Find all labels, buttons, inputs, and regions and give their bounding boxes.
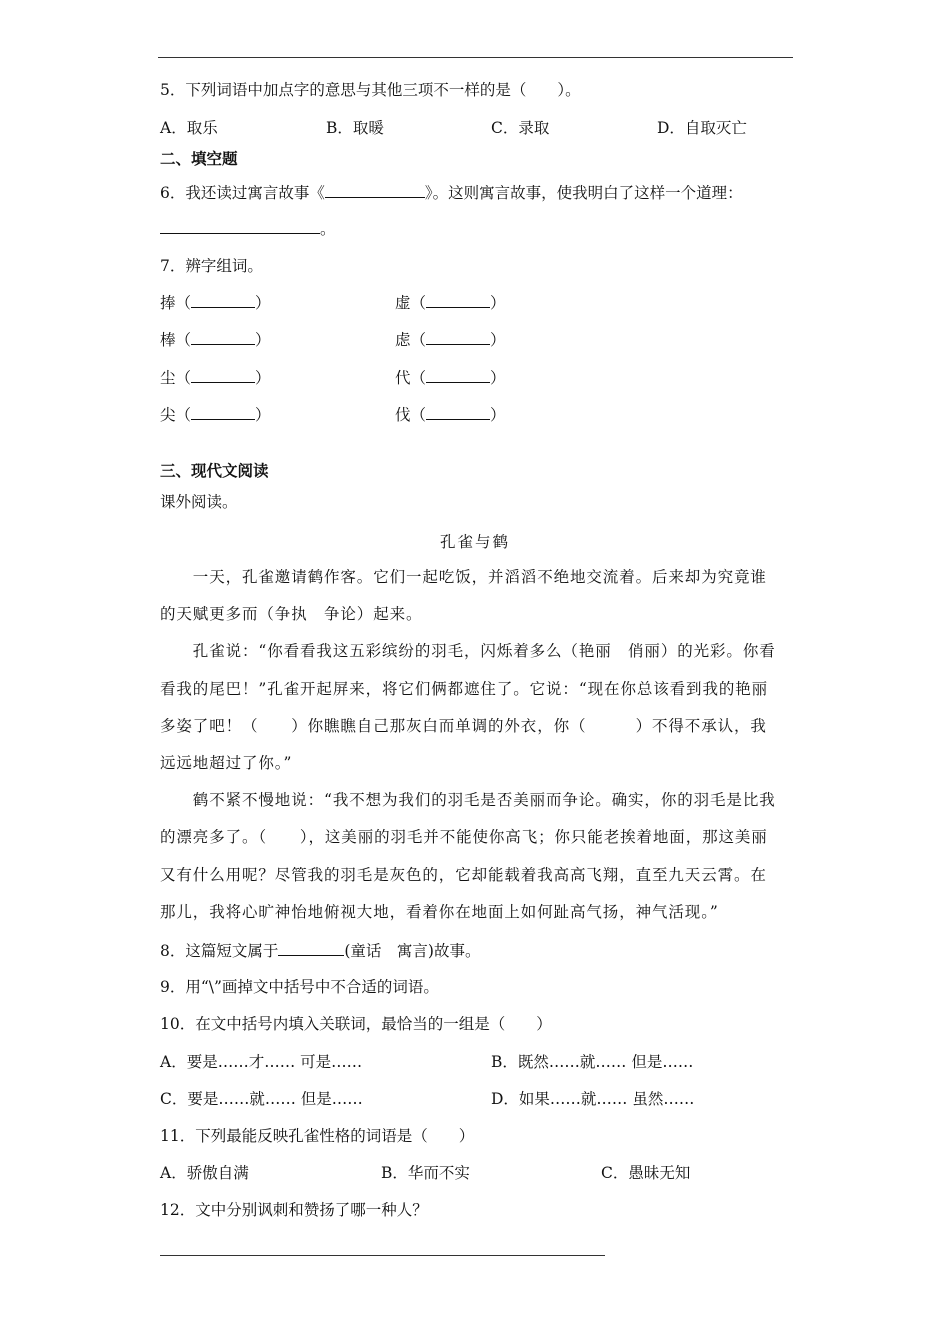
q8-suffix: (童话 寓言)故事。 (344, 942, 481, 960)
q6-prefix: 6．我还读过寓言故事《 (160, 184, 325, 202)
q11-stem: 11．下列最能反映孔雀性格的词语是（ ） (160, 1127, 475, 1145)
q11-option-a: A．骄傲自满 (160, 1164, 249, 1182)
section-3-title: 三、现代文阅读 (160, 462, 269, 480)
q7-blank[interactable] (191, 292, 255, 308)
q7-char: 伐 (395, 406, 411, 424)
q9-stem: 9．用“\”画掉文中括号中不合适的词语。 (160, 978, 439, 996)
q7-item: 代（ ） (395, 369, 506, 387)
story-line: 看我的尾巴！”孔雀开起屏来，将它们俩都遮住了。它说：“现在你总该看到我的艳丽 (160, 680, 769, 698)
q12-answer-line[interactable] (160, 1255, 605, 1256)
q12-stem: 12．文中分别讽刺和赞扬了哪一种人？ (160, 1201, 428, 1219)
section-3-subtitle: 课外阅读。 (160, 493, 238, 511)
story-line: 孔雀说：“你看看我这五彩缤纷的羽毛，闪烁着多么（艳丽 俏丽）的光彩。你看 (160, 642, 776, 660)
story-line: 那儿，我将心旷神怡地俯视大地，看着你在地面上如何趾高气扬，神气活现。” (160, 903, 719, 921)
q8-line (160, 940, 480, 961)
q5-stem: 5．下列词语中加点字的意思与其他三项不一样的是（ ）。 (160, 81, 581, 99)
q7-char: 尖 (160, 406, 176, 424)
q7-item: 捧（ ） (160, 294, 271, 312)
q7-item: 尘（ ） (160, 369, 271, 387)
story-line: 的漂亮多了。（ ），这美丽的羽毛并不能使你高飞；你只能老挨着地面，那这美丽 (160, 828, 768, 846)
q7-blank[interactable] (426, 329, 490, 345)
q7-item: 尖（ ） (160, 406, 271, 424)
q7-blank[interactable] (426, 292, 490, 308)
q7-item: 伐（ ） (395, 406, 506, 424)
q5-option-a: A．取乐 (160, 119, 218, 137)
q5-option-b: B．取暖 (326, 119, 384, 137)
q7-char: 棒 (160, 331, 176, 349)
q5-option-d: D．自取灭亡 (657, 119, 747, 137)
story-line: 一天，孔雀邀请鹤作客。它们一起吃饭，并滔滔不绝地交流着。后来却为究竟谁 (160, 568, 767, 586)
q7-blank[interactable] (191, 367, 255, 383)
q6-lesson-blank[interactable] (160, 218, 320, 234)
q6-end: 。 (320, 220, 336, 238)
q10-option-b: B．既然……就…… 但是…… (491, 1053, 694, 1071)
q6-line (160, 182, 743, 203)
q7-char: 虚 (395, 294, 411, 312)
story-line: 远远地超过了你。” (160, 754, 293, 772)
q7-stem: 7．辨字组词。 (160, 257, 263, 275)
q8-prefix: 8．这篇短文属于 (160, 942, 279, 960)
q6-line-2 (160, 218, 336, 239)
header-rule (158, 57, 793, 58)
q10-stem: 10．在文中括号内填入关联词，最恰当的一组是（ ） (160, 1015, 552, 1033)
q7-blank[interactable] (191, 404, 255, 420)
q7-char: 尘 (160, 369, 176, 387)
story-line: 鹤不紧不慢地说：“我不想为我们的羽毛是否美丽而争论。确实，你的羽毛是比我 (160, 791, 776, 809)
q7-item: 棒（ ） (160, 331, 271, 349)
q6-title-blank[interactable] (325, 182, 425, 198)
q10-option-d: D．如果……就…… 虽然…… (491, 1090, 695, 1108)
q7-char: 虑 (395, 331, 411, 349)
q7-blank[interactable] (426, 367, 490, 383)
q6-suffix: 》。这则寓言故事，使我明白了这样一个道理： (424, 184, 743, 202)
q10-option-a: A．要是……才…… 可是…… (160, 1053, 363, 1071)
q7-char: 捧 (160, 294, 176, 312)
q11-option-c: C．愚昧无知 (601, 1164, 691, 1182)
q7-item: 虚（ ） (395, 294, 506, 312)
q7-item: 虑（ ） (395, 331, 506, 349)
q7-char: 代 (395, 369, 411, 387)
q10-option-c: C．要是……就…… 但是…… (160, 1090, 363, 1108)
story-line: 又有什么用呢？尽管我的羽毛是灰色的，它却能载着我高高飞翔，直至九天云霄。在 (160, 866, 767, 884)
q8-blank[interactable] (278, 940, 344, 956)
story-title: 孔雀与鹤 (439, 533, 510, 551)
story-line: 的天赋更多而（争执 争论）起来。 (160, 605, 423, 623)
section-2-title: 二、填空题 (160, 150, 238, 168)
story-line: 多姿了吧！（ ）你瞧瞧自己那灰白而单调的外衣，你（ ）不得不承认，我 (160, 717, 767, 735)
q11-option-b: B．华而不实 (381, 1164, 470, 1182)
q7-blank[interactable] (191, 329, 255, 345)
q5-option-c: C．录取 (491, 119, 550, 137)
q7-blank[interactable] (426, 404, 490, 420)
